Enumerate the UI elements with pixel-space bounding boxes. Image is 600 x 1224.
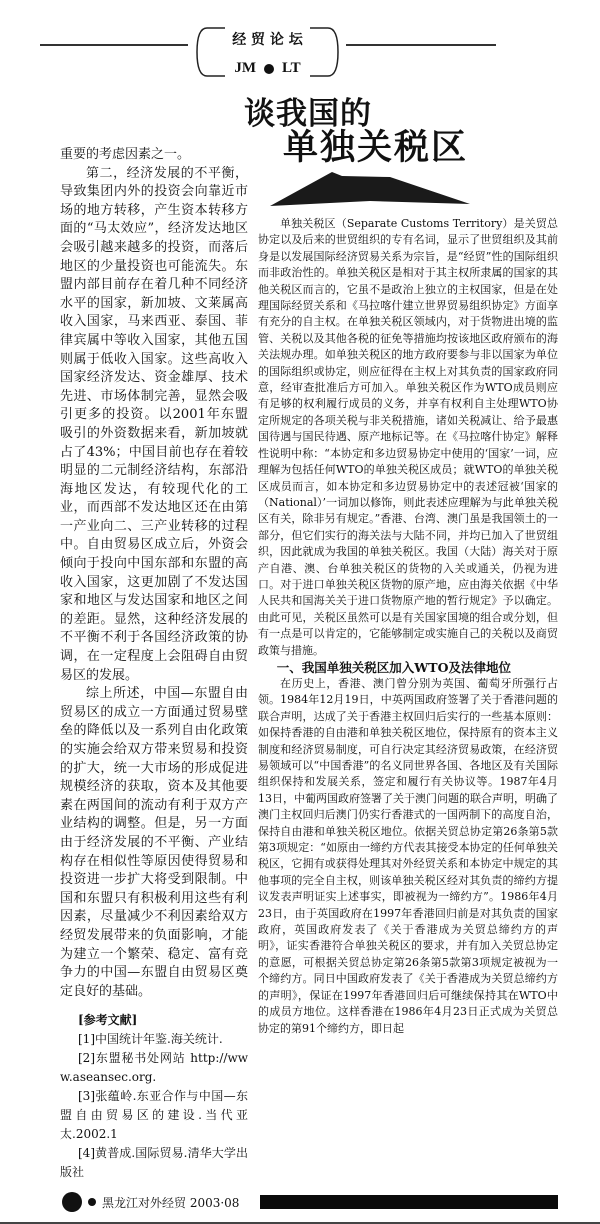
reference-item: [1]中国统计年鉴.海关统计. [78,1032,223,1047]
header-rule-left [40,44,188,46]
page-footer [62,1192,239,1212]
paragraph: 第二，经济发展的不平衡，导致集团内外的投资会向靠近市场的地方转移，产生资本转移方面的“马太效应”，经济发达地区会吸引越来越多的投资，而落后地区的少量投资也可能流失。东盟内部目前存在着几种不同经济水平的国家，新加坡、文莱属高收入国家，马来西亚、泰国、菲律宾属中等收入国家，其他五国则属于低收入国家。这些高收入国家经济发达、资金雄厚、技术先进、市场体制完善，显然会吸引更多的投资。以2001年东盟吸引的外资数据来看，新加坡就占了43%；中国目前也存在着较明显的二元制经济结构，东部沿海地区发达，有较现代化的工业，而西部不发达地区还在由第一产业向二、三产业转移的过程中。自由贸易区成立后，外资会倾向于投向中国东部和东盟的高收入国家，这更加剧了不发达国家和地区与发达国家和地区之间的差距。显然，这种经济发展的不平衡不利于各国经济政策的协调，在一定程度上会阻碍自由贸易区的发展。 [60,165,248,683]
bullet-dot-icon [264,64,274,74]
references [60,1011,248,1182]
reference-item: [2]东盟秘书处网站 http://www.aseansec.org. [60,1051,248,1085]
title-mountain-graphic [270,170,470,208]
section-abbr [215,60,320,77]
reference-item: [3]张蕴岭.东亚合作与中国—东盟自由贸易区的建设.当代亚太.2002.1 [60,1089,248,1142]
paragraph: 重要的考虑因素之一。 [60,147,191,162]
article-title-line2: 单独关税区 [283,127,469,168]
section-title: 经 贸 论 坛 [232,32,303,48]
left-column [60,146,248,1182]
paragraph: 在历史上，香港、澳门曾分别为英国、葡萄牙所强行占领。1984年12月19日，中英两国政府签署了关于香港问题的联合声明，达成了关于香港主权回归后实行的一些基本原则：如保持香港的自由港和单独关税区地位，保持原有的资本主义制度和经济贸易制度，可自行决定其经济贸易政策，在经济贸易领域可以“中国香港”的名义同世界各国、各地区及有关国际组织保持和发展关系，签定和履行有关协议等。1987年4月13日，中葡两国政府签署了关于澳门问题的联合声明，明确了澳门主权回归后澳门仍实行香港式的一国两制下的高度自治，保持自由港和单独关税区地位。依据关贸总协定第26条第5款第3项规定：“如原由一缔约方代表其接受本协定的任何单独关税区，它拥有或获得处理其对外经贸关系和本协定中规定的其他事项的完全自主权，则该单独关税区经对其负责的缔约方提议发表声明证实上述事实，即被视为一缔约方”。1986年4月23日，由于英国政府在1997年香港回归前是对其负责的国家政府，英国政府发表了《关于香港成为关贸总缔约方的声明》，证实香港符合单独关税区的要求，并有加入关贸总协定的意愿，可根据关贸总协定第26条第5款第3项规定被视为一个缔约方。同日中国政府发表了《关于香港成为关贸总缔约方的声明》，保证在1997年香港回归后可继续保持其在WTO中的成员方地位。这样香港在1986年4月23日正式成为关贸总协定的第91个缔约方，即日起 [258,676,558,1035]
intro-paragraph: 单独关税区（Separate Customs Territory）是关贸总协定以及后来的世贸组织的专有名词，显示了世贸组织及其前身是以发展国际经济贸易关系为宗旨，是“经贸”性的国际组织而非政治性的。单独关税区是相对于其主权所隶属的国家的其他关税区而言的，它虽不是政治上独立的主权国家，但是在处理国际经贸关系和《马拉喀什建立世界贸易组织协定》方面享有充分的自主权。在单独关税区领域内，对于货物进出境的监管、关税以及其他各税的征免等措施均按该地区政府颁布的海关法规办理。如单独关税区的地方政府要参与非以国家为单位的国际组织或协定，则应征得在主权上对其负责的国家政府同意，经审查批准后方可加入。单独关税区作为WTO成员则应有足够的权利履行成员的义务，并享有权利自主处理WTO协定所规定的各项关税与非关税措施，诸如关税减让、给予最惠国待遇与国民待遇、原产地标记等。在《马拉喀什协定》解释性说明中称：“本协定和多边贸易协定中使用的‘国家’一词，应理解为包括任何WTO的单独关税区成员；就WTO的单独关税区成员而言，如本协定和多边贸易协定中的表述冠被‘国家的（National）’一词加以修饰，则此表述应理解为与此单独关税区有关，除非另有规定。”香港、台湾、澳门虽是我国领土的一部分，但它们实行的海关法与大陆不同，并均已加入了世贸组织，因此就成为我国的单独关税区。我国（大陆）海关对于原产自港、澳、台单独关税区的货物的入关或通关，仍视为进口。对于进口单独关税区货物的原产地，应由海关依据《中华人民共和国海关关于进口货物原产地的暂行规定》予以确定。由此可见，关税区虽然可以是有关国家国境的组合或分划，但有一点是可以肯定的，它能够制定或实施自己的关税以及商贸政策与措施。 [258,217,558,657]
references-heading: [参考文献] [78,1013,138,1028]
footer-circle-icon [62,1192,82,1212]
right-column [258,216,558,1037]
section-heading: 一、我国单独关税区加入WTO及法律地位 [276,659,511,675]
publication-info: 黑龙江对外经贸 2003·08 [102,1195,240,1210]
section-abbr-right: LT [282,60,301,76]
footer-black-bar [260,1195,558,1209]
article-title-line1: 谈我国的 [244,96,372,132]
reference-item: [4]黄普成.国际贸易.清华大学出版社 [60,1146,248,1180]
header-rule-right [346,44,496,46]
footer-dot-icon [88,1198,96,1206]
paragraph: 综上所述，中国—东盟自由贸易区的成立一方面通过贸易壁垒的降低以及一系列自由化政策的实施会给双方带来贸易和投资的扩大，统一大市场的形成促进规模经济的获取，资本及其他要素在两国间的流动有利于双方产业结构的调整。但是，另一方面由于经济发展的不平衡、产业结构存在相似性等原因使得贸易和投资进一步扩大将受到限制。中国和东盟只有积极利用这些有利因素，尽量减少不利因素给双方经贸发展带来的负面影响，才能为建立一个繁荣、稳定、富有竞争力的中国—东盟自由贸易区奠定良好的基础。 [60,686,248,999]
section-abbr-left: JM [234,60,257,76]
